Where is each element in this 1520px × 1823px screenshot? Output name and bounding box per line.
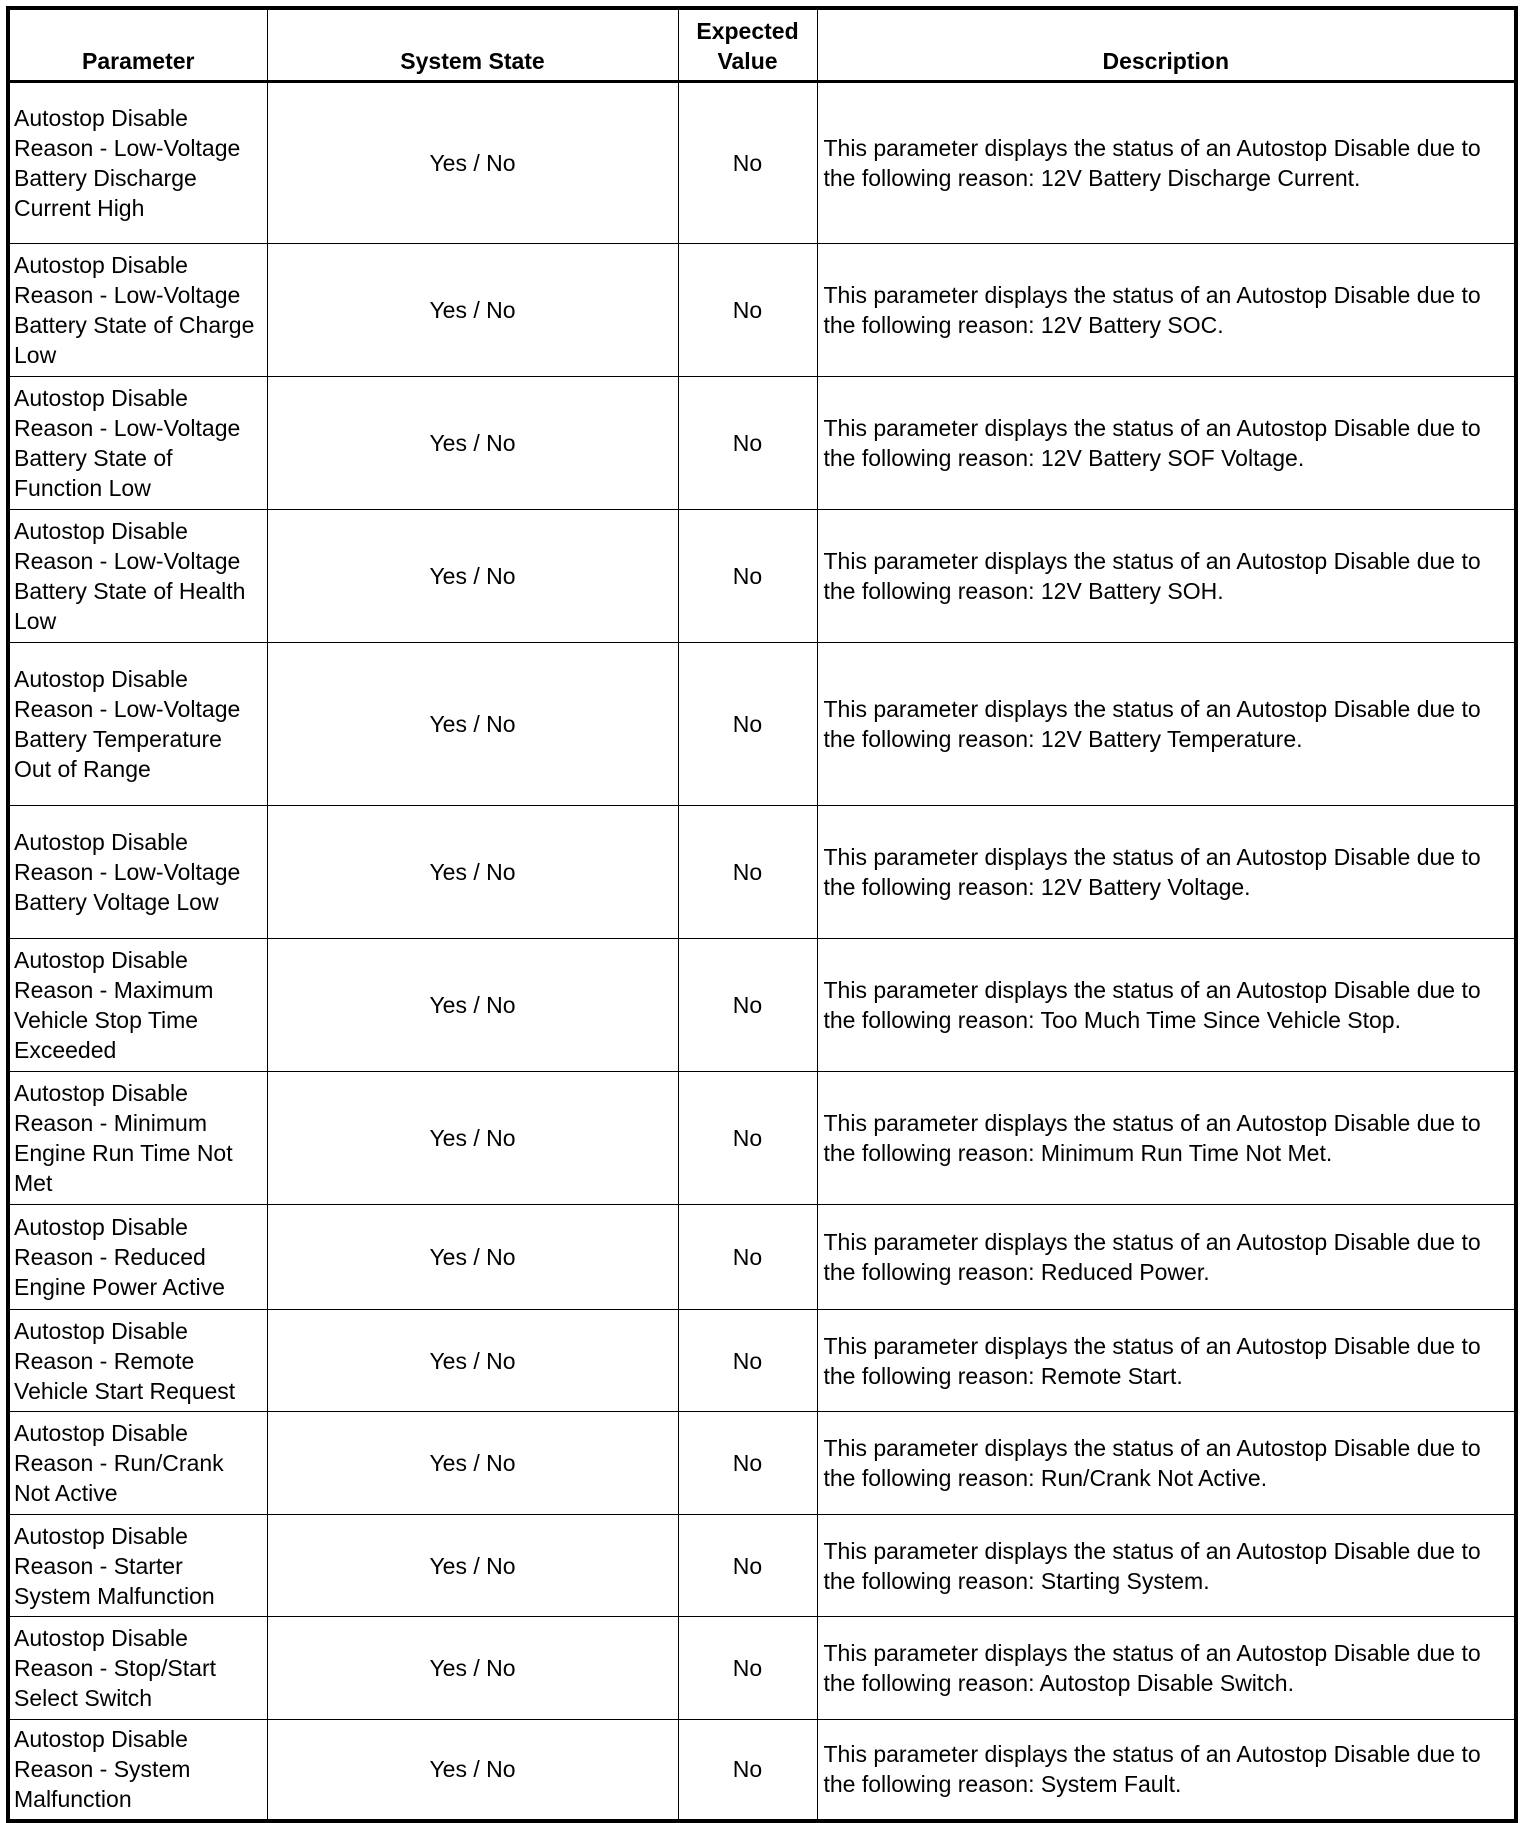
table-row <box>8 1072 1516 1205</box>
description-cell: This parameter displays the status of an Autostop Disable due to the following reason: Run/Crank Not Active. <box>817 1412 1516 1515</box>
description-cell: This parameter displays the status of an Autostop Disable due to the following reason: Reduced Power. <box>817 1205 1516 1310</box>
description-cell: This parameter displays the status of an Autostop Disable due to the following reason: 12V Battery Voltage. <box>817 806 1516 939</box>
expected-value-cell: No <box>678 377 817 510</box>
description-cell: This parameter displays the status of an Autostop Disable due to the following reason: Minimum Run Time Not Met. <box>817 1072 1516 1205</box>
system-state-cell: Yes / No <box>267 1515 678 1617</box>
description-cell: This parameter displays the status of an Autostop Disable due to the following reason: 12V Battery SOF Voltage. <box>817 377 1516 510</box>
header-system-state: System State <box>267 8 678 82</box>
system-state-cell: Yes / No <box>267 1720 678 1821</box>
description-cell: This parameter displays the status of an Autostop Disable due to the following reason: Too Much Time Since Vehicle Stop. <box>817 939 1516 1072</box>
system-state-cell: Yes / No <box>267 377 678 510</box>
expected-value-cell: No <box>678 244 817 377</box>
description-cell: This parameter displays the status of an Autostop Disable due to the following reason: 12V Battery SOH. <box>817 510 1516 643</box>
parameter-cell: Autostop Disable Reason - Low-Voltage Battery Temperature Out of Range <box>8 643 267 806</box>
parameter-cell: Autostop Disable Reason - Starter System Malfunction <box>8 1515 267 1617</box>
expected-value-cell: No <box>678 1205 817 1310</box>
system-state-cell: Yes / No <box>267 1072 678 1205</box>
system-state-cell: Yes / No <box>267 1412 678 1515</box>
system-state-cell: Yes / No <box>267 643 678 806</box>
expected-value-cell: No <box>678 1310 817 1412</box>
header-expected-value: Expected Value <box>678 8 817 82</box>
expected-value-cell: No <box>678 1720 817 1821</box>
table-row <box>8 939 1516 1072</box>
expected-value-cell: No <box>678 1515 817 1617</box>
system-state-cell: Yes / No <box>267 244 678 377</box>
system-state-cell: Yes / No <box>267 510 678 643</box>
table-row <box>8 1515 1516 1617</box>
parameter-cell: Autostop Disable Reason - Reduced Engine Power Active <box>8 1205 267 1310</box>
system-state-cell: Yes / No <box>267 806 678 939</box>
description-cell: This parameter displays the status of an Autostop Disable due to the following reason: 12V Battery Temperature. <box>817 643 1516 806</box>
table-row <box>8 244 1516 377</box>
table-row <box>8 806 1516 939</box>
parameter-cell: Autostop Disable Reason - Remote Vehicle Start Request <box>8 1310 267 1412</box>
description-cell: This parameter displays the status of an Autostop Disable due to the following reason: 12V Battery Discharge Current. <box>817 82 1516 244</box>
parameter-cell: Autostop Disable Reason - Low-Voltage Battery State of Function Low <box>8 377 267 510</box>
expected-value-cell: No <box>678 806 817 939</box>
header-row <box>8 8 1516 82</box>
description-cell: This parameter displays the status of an Autostop Disable due to the following reason: Remote Start. <box>817 1310 1516 1412</box>
parameter-cell: Autostop Disable Reason - Run/Crank Not Active <box>8 1412 267 1515</box>
parameter-cell: Autostop Disable Reason - Low-Voltage Battery State of Charge Low <box>8 244 267 377</box>
system-state-cell: Yes / No <box>267 1205 678 1310</box>
header-parameter: Parameter <box>8 8 267 82</box>
description-cell: This parameter displays the status of an Autostop Disable due to the following reason: Autostop Disable Switch. <box>817 1617 1516 1720</box>
header-description: Description <box>817 8 1516 82</box>
parameter-cell: Autostop Disable Reason - System Malfunction <box>8 1720 267 1821</box>
parameter-cell: Autostop Disable Reason - Maximum Vehicle Stop Time Exceeded <box>8 939 267 1072</box>
system-state-cell: Yes / No <box>267 939 678 1072</box>
expected-value-cell: No <box>678 939 817 1072</box>
description-cell: This parameter displays the status of an Autostop Disable due to the following reason: Starting System. <box>817 1515 1516 1617</box>
expected-value-cell: No <box>678 1072 817 1205</box>
table-row <box>8 1310 1516 1412</box>
table-row <box>8 82 1516 244</box>
description-cell: This parameter displays the status of an Autostop Disable due to the following reason: System Fault. <box>817 1720 1516 1821</box>
table-row <box>8 1205 1516 1310</box>
table-row <box>8 1412 1516 1515</box>
table-row <box>8 1720 1516 1821</box>
table-row <box>8 377 1516 510</box>
system-state-cell: Yes / No <box>267 82 678 244</box>
parameter-cell: Autostop Disable Reason - Low-Voltage Battery Discharge Current High <box>8 82 267 244</box>
table-row <box>8 1617 1516 1720</box>
expected-value-cell: No <box>678 1412 817 1515</box>
system-state-cell: Yes / No <box>267 1617 678 1720</box>
description-cell: This parameter displays the status of an Autostop Disable due to the following reason: 12V Battery SOC. <box>817 244 1516 377</box>
system-state-cell: Yes / No <box>267 1310 678 1412</box>
expected-value-cell: No <box>678 510 817 643</box>
expected-value-cell: No <box>678 1617 817 1720</box>
parameter-cell: Autostop Disable Reason - Low-Voltage Battery Voltage Low <box>8 806 267 939</box>
expected-value-cell: No <box>678 82 817 244</box>
table-row <box>8 643 1516 806</box>
table-row <box>8 510 1516 643</box>
parameter-cell: Autostop Disable Reason - Stop/Start Select Switch <box>8 1617 267 1720</box>
parameter-cell: Autostop Disable Reason - Low-Voltage Battery State of Health Low <box>8 510 267 643</box>
parameter-table <box>6 6 1518 1823</box>
parameter-cell: Autostop Disable Reason - Minimum Engine Run Time Not Met <box>8 1072 267 1205</box>
expected-value-cell: No <box>678 643 817 806</box>
